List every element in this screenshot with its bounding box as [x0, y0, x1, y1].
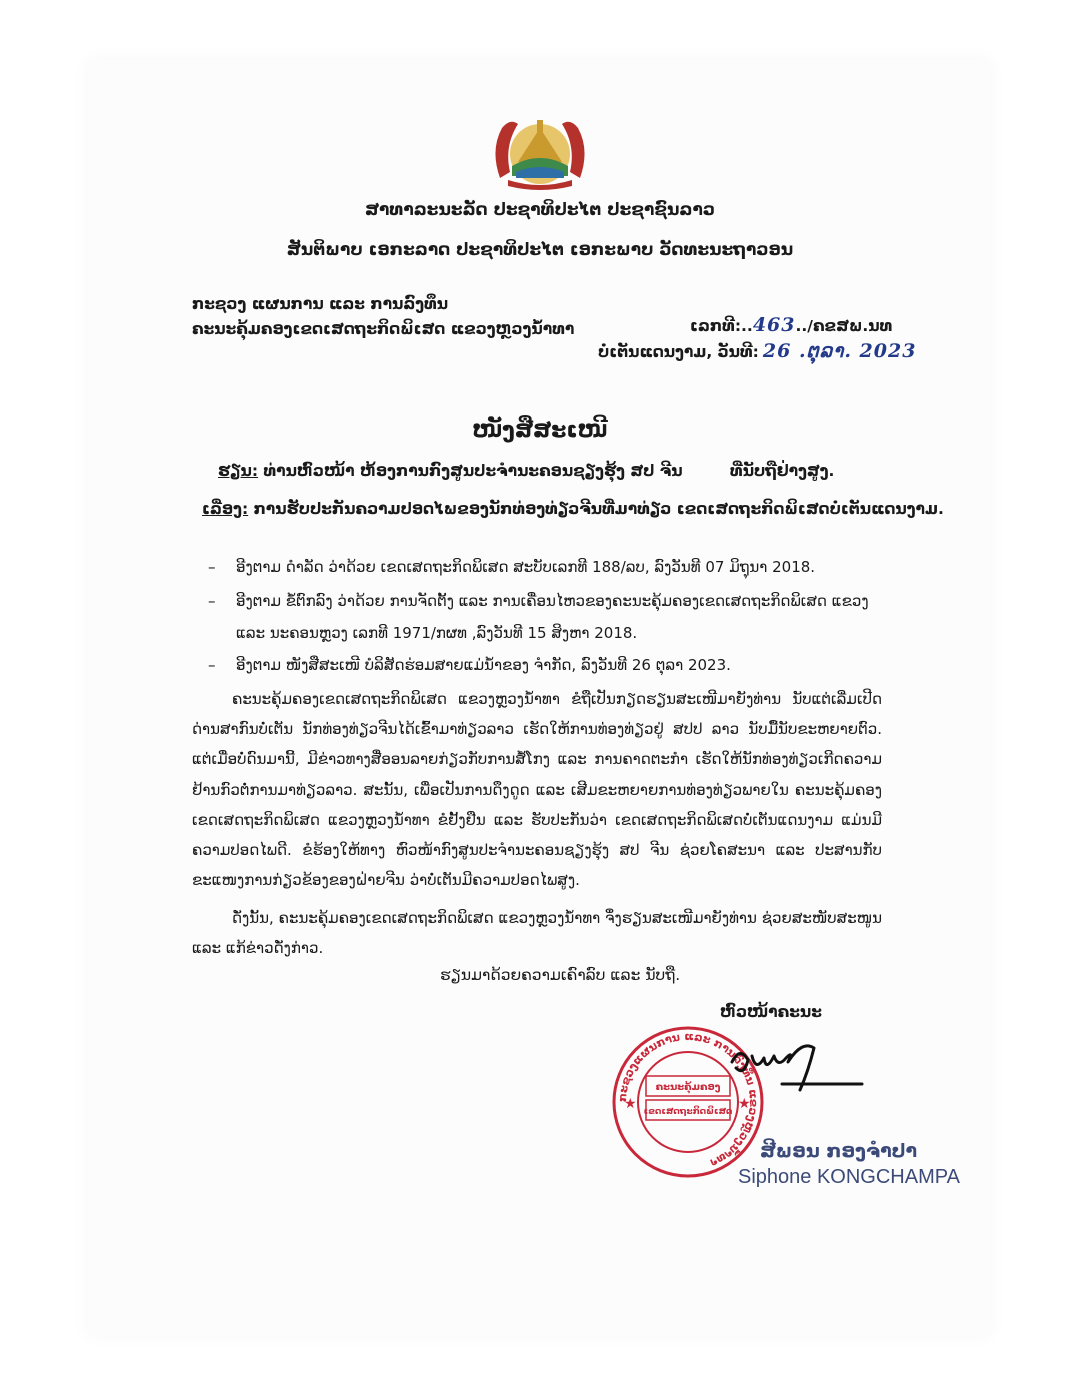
national-motto: ສັນຕິພາບ ເອກະລາດ ປະຊາທິປະໄຕ ເອກະພາບ ວັດທະນະຖາວອນ [286, 240, 794, 260]
reference-item-1: ອີງຕາມ ດຳລັດ ວ່າດ້ວຍ ເຂດເສດຖະກິດພິເສດ ສະບັບເລກທີ 188/ລບ, ລົງວັນທີ 07 ມິຖຸນາ 2018. [236, 558, 816, 576]
signatory-name-latin: Siphone KONGCHAMPA [738, 1166, 960, 1188]
reference-date-label: ບໍ່ເຕັນແດນງາມ, ວັນທີ: [598, 343, 759, 361]
reference-bullet: – [208, 656, 216, 674]
reference-number: ເລກທີ:..463../ຄຂສພ.ນທ [690, 314, 893, 336]
national-emblem-icon [488, 110, 592, 192]
svg-text:★: ★ [738, 1096, 751, 1112]
closing-line: ຮຽນມາດ້ວຍຄວາມເຄົາລົບ ແລະ ນັບຖື. [440, 966, 681, 984]
subject-label: ເລື່ອງ: [202, 500, 249, 518]
stamp-ring-text: ກະຊວງແຜນການ ແລະ ການລົງທຶນ ແຂວງຫຼວງນ້ຳທາ [615, 1029, 761, 1170]
recipient-text: ທ່ານຫົວໜ້າ ຫ້ອງການກົງສູນປະຈຳນະຄອນຊຽງຮຸ້ງ ສປ ຈີນ [263, 462, 683, 480]
document-title: ໜັງສືສະເໜີ [472, 418, 608, 443]
reference-item-2 [236, 585, 886, 649]
reference-bullet: – [208, 592, 216, 610]
stamp-center-line-2: ເຂດເສດຖະກິດພິເສດ [643, 1107, 733, 1117]
signatory-position: ຫົວໜ້າຄະນະ [720, 1003, 822, 1021]
sender-ministry: ກະຊວງ ແຜນການ ແລະ ການລົງທຶນ [192, 295, 449, 313]
sender-committee: ຄະນະຄຸ້ມຄອງເຂດເສດຖະກິດພິເສດ ແຂວງຫຼວງນ້ຳທາ [192, 320, 575, 338]
handwritten-signature [722, 1032, 872, 1102]
reference-date-value: 26 .ຕຸລາ. 2023 [762, 340, 917, 362]
stamp-center-line-1: ຄະນະຄຸ້ມຄອງ [655, 1082, 721, 1093]
recipient-label: ຮຽນ: [218, 462, 259, 480]
reference-date [598, 340, 916, 362]
reference-number-value: 463 [752, 314, 796, 336]
reference-item-3: ອີງຕາມ ໜັງສືສະເໜີ ບໍລິສັດຮ່ອມສາຍແມ່ນ້ຳຂອງ ຈຳກັດ, ລົງວັນທີ 26 ຕຸລາ 2023. [236, 656, 731, 674]
subject-line [202, 500, 944, 518]
recipient-honorific: ທີ່ນັບຖືຢ່າງສູງ. [730, 462, 835, 480]
recipient-line [218, 462, 683, 480]
signatory-name-lao: ສີພອນ ກອງຈຳປາ [760, 1140, 918, 1162]
reference-bullet: – [208, 558, 216, 576]
svg-text:★: ★ [624, 1096, 637, 1112]
body-paragraph-2: ດັ່ງນັ້ນ, ຄະນະຄຸ້ມຄອງເຂດເສດຖະກິດພິເສດ ແຂວງຫຼວງນ້ຳທາ ຈຶ່ງຮຽນສະເໜີມາຍັງທ່ານ ຊ່ວຍສະໜັບສະໜູນ ແລະ ແກ້ຂ່າວດັ່ງກ່າວ. [192, 909, 882, 958]
reference-number-label: ເລກທີ: [690, 317, 742, 335]
reference-item-2-text: ອີງຕາມ ຂໍ້ຕົກລົງ ວ່າດ້ວຍ ການຈັດຕັ້ງ ແລະ ການເຄື່ອນໄຫວຂອງຄະນະຄຸ້ມຄອງເຂດເສດຖະກິດພິເສດ ແຂວງ ແລະ ນະຄອນຫຼວງ ເລກທີ 1971/ກຜທ ,ລົງວັນທີ 15 ສິງຫາ 2018. [236, 592, 869, 642]
country-name: ສາທາລະນະລັດ ປະຊາທິປະໄຕ ປະຊາຊົນລາວ [365, 200, 715, 220]
reference-number-suffix: /ຄຂສພ.ນທ [807, 317, 893, 335]
body-paragraph-1: ຄະນະຄຸ້ມຄອງເຂດເສດຖະກິດພິເສດ ແຂວງຫຼວງນ້ຳທາ ຂໍຖືເປັນກຽດຮຽນສະເໜີມາຍັງທ່ານ ນັບແຕ່ເລີ່ມເປີດດ່ານສາກົນບໍ່ເຕັນ ນັກທ່ອງທ່ຽວຈີນໄດ້ເຂົ້າມາທ່ຽວລາວ ເຮັດໃຫ້ການທ່ອງທ່ຽວຢູ່ ສປປ ລາວ ນັບມື້ນັບຂະຫຍາຍຕົວ. ແຕ່ເມື່ອບໍ່ດົນມານີ້, ມີຂ່າວທາງສື່ອອນລາຍກ່ຽວກັບການສໍ້ໂກງ ແລະ ການຄາດຕະກຳ ເຮັດໃຫ້ນັກທ່ອງທ່ຽວເກີດຄວາມຢ້ານກົວຕໍ່ການມາທ່ຽວລາວ. ສະນັ້ນ, ເພື່ອເປັນການດຶງດູດ ແລະ ເສີມຂະຫຍາຍການທ່ອງທ່ຽວພາຍໃນ ຄະນະຄຸ້ມຄອງເຂດເສດຖະກິດພິເສດ ແຂວງຫຼວງນ້ຳທາ ຂໍຢັ້ງຢືນ ແລະ ຮັບປະກັນວ່າ ເຂດເສດຖະກິດພິເສດບໍ່ເຕັນແດນງາມ ແມ່ນມີຄວາມປອດໄພດີ. ຂໍຮ້ອງໃຫ້ທາງ ຫົວໜ້າກົງສູນປະຈຳນະຄອນຊຽງຮຸ້ງ ສປ ຈີນ ຊ່ວຍໂຄສະນາ ແລະ ປະສານກັບຂະແໜງການກ່ຽວຂ້ອງຂອງຝ່າຍຈີນ ວ່າບໍ່ເຕັນມີຄວາມປອດໄພສູງ. [192, 690, 882, 890]
subject-text: ການຮັບປະກັນຄວາມປອດໄພຂອງນັກທ່ອງທ່ຽວຈີນທີ່ມາທ່ຽວ ເຂດເສດຖະກິດພິເສດບໍ່ເຕັນແດນງາມ. [253, 500, 944, 518]
